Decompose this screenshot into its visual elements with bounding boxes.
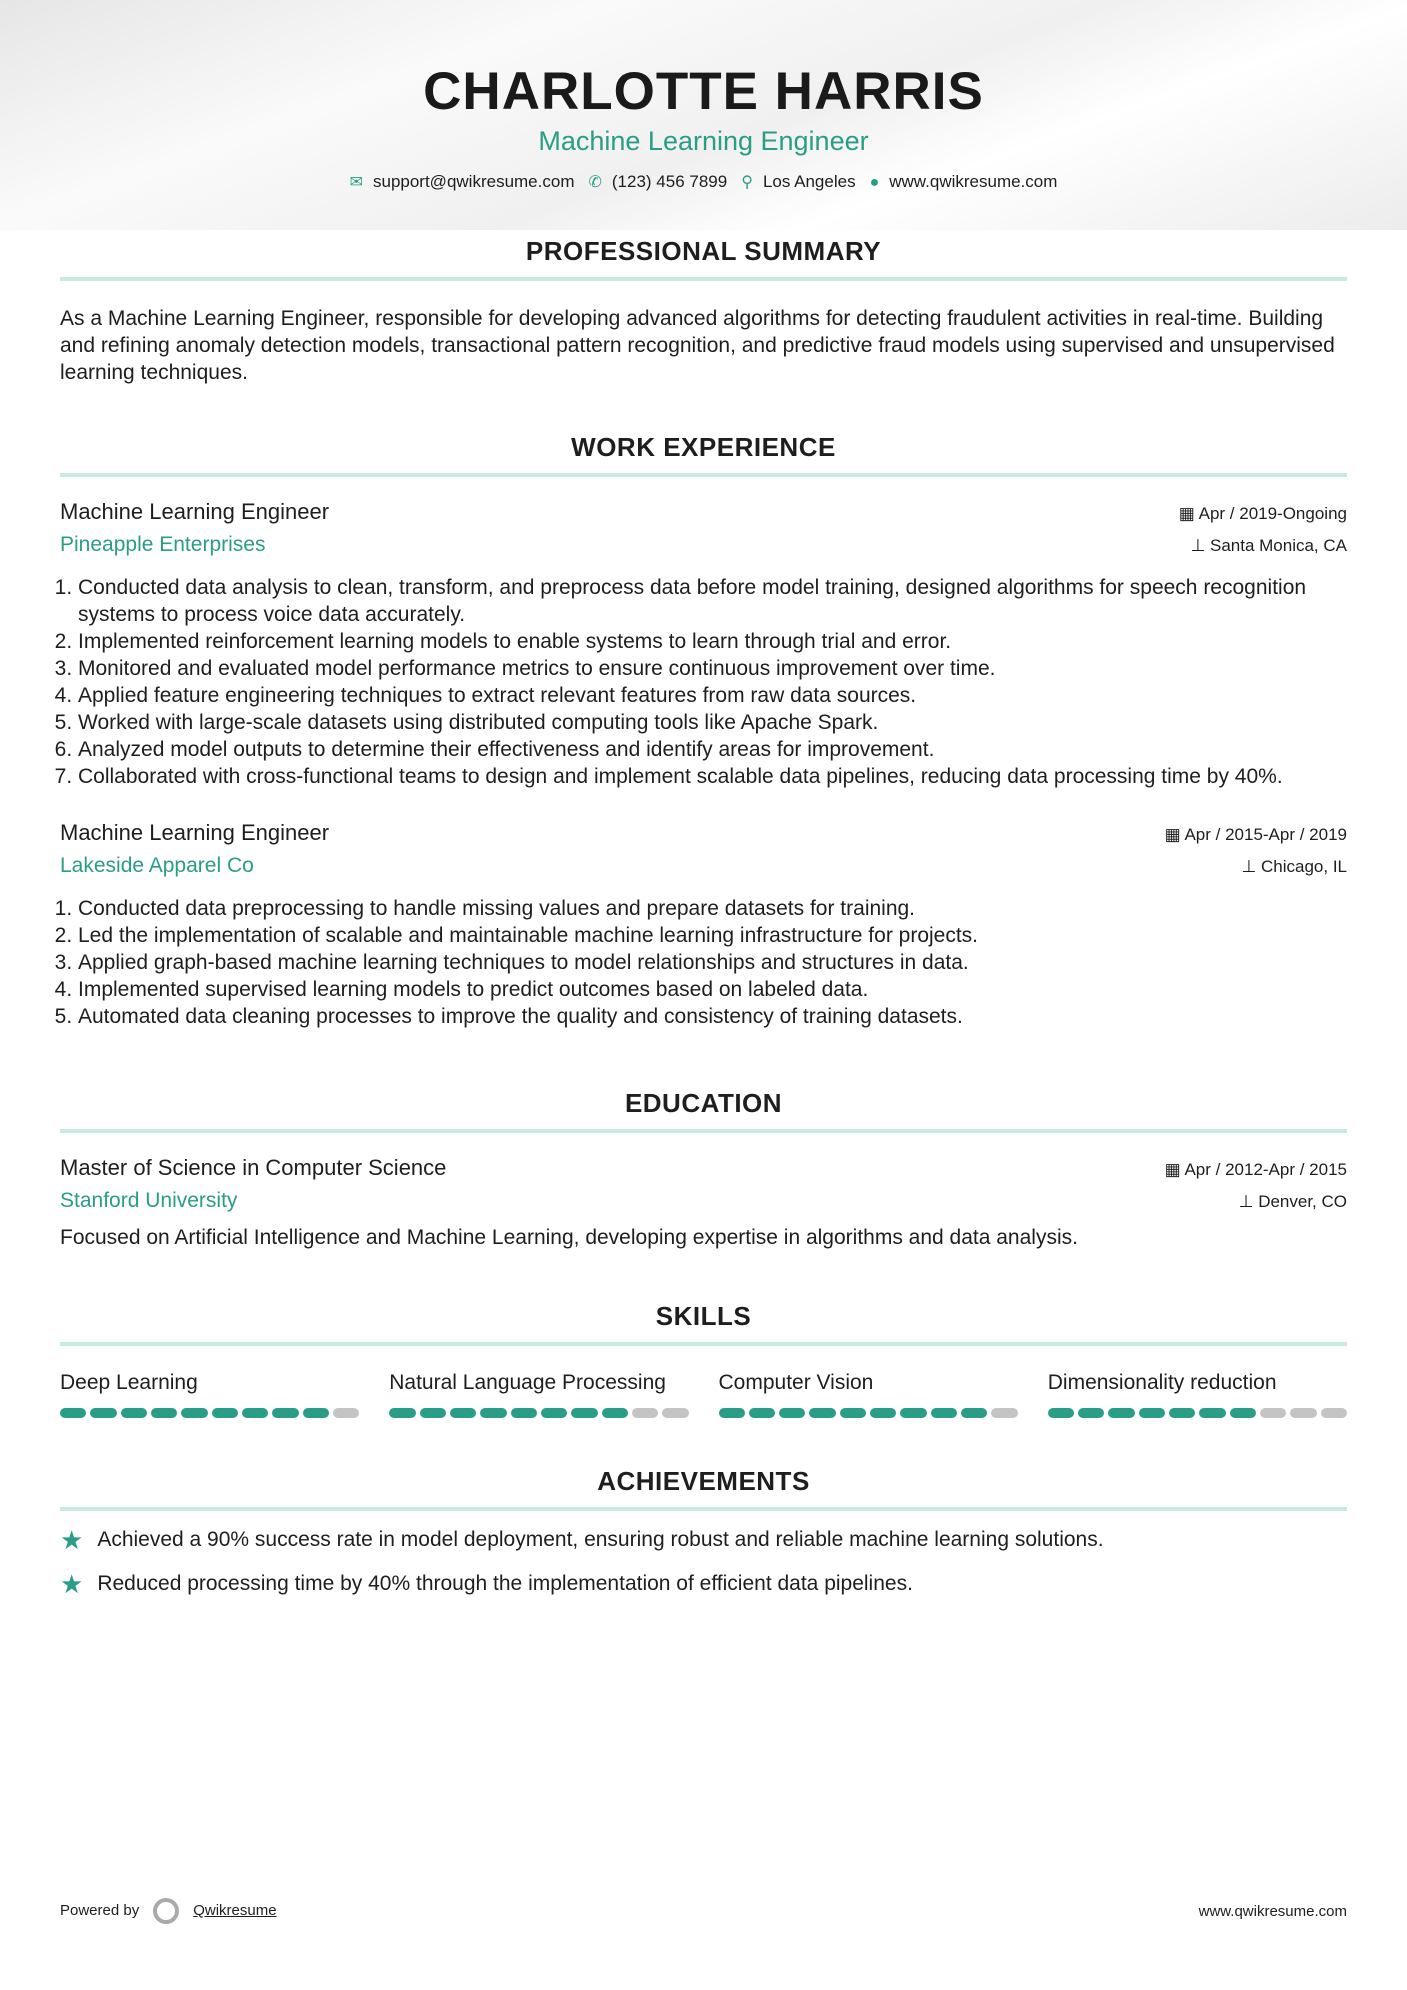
job-location: Chicago, IL xyxy=(1261,857,1347,876)
footer xyxy=(60,1898,1347,1924)
skill-level-bar xyxy=(60,1408,359,1418)
skill-level-segment xyxy=(1169,1408,1195,1418)
skill-level-segment xyxy=(1199,1408,1225,1418)
skill-name: Computer Vision xyxy=(718,1371,874,1394)
job-bullet: 4. Applied feature engineering techniques to extract relevant features from raw data sources. xyxy=(78,682,1347,709)
job-bullet: 3. Applied graph-based machine learning techniques to model relationships and structures in data. xyxy=(78,949,1347,976)
candidate-title: Machine Learning Engineer xyxy=(538,126,869,156)
pin-icon: ⊥ xyxy=(1238,1192,1259,1211)
skills-list xyxy=(60,1370,1347,1418)
skill-name: Natural Language Processing xyxy=(389,1371,666,1394)
job-bullet: 2. Led the implementation of scalable and maintainable machine learning infrastructure for projects. xyxy=(78,922,1347,949)
work-heading: WORK EXPERIENCE xyxy=(60,432,1347,477)
job-bullet: 5. Automated data cleaning processes to improve the quality and consistency of training datasets. xyxy=(78,1003,1347,1030)
contact-bar xyxy=(60,172,1347,192)
skill-level-segment xyxy=(662,1408,688,1418)
qwikresume-logo-icon xyxy=(153,1898,179,1924)
skill-level-segment xyxy=(571,1408,597,1418)
skill-level-segment xyxy=(511,1408,537,1418)
job-date: Apr / 2015-Apr / 2019 xyxy=(1184,825,1347,844)
contact-website[interactable]: www.qwikresume.com xyxy=(889,172,1058,191)
skill-level-bar xyxy=(389,1408,688,1418)
job-entry xyxy=(60,497,1347,790)
skill-level-segment xyxy=(931,1408,957,1418)
company: Lakeside Apparel Co xyxy=(60,854,254,877)
skill-level-segment xyxy=(1260,1408,1286,1418)
achievements-list xyxy=(60,1525,1347,1599)
job-title: Machine Learning Engineer xyxy=(60,499,330,524)
education-heading: EDUCATION xyxy=(60,1088,1347,1133)
skill-level-segment xyxy=(809,1408,835,1418)
contact-email[interactable]: support@qwikresume.com xyxy=(372,172,575,191)
education-entry xyxy=(60,1153,1347,1251)
job-bullet: 1. Conducted data analysis to clean, transform, and preprocess data before model training, designed algorithms for speech recognition systems to process voice data accurately. xyxy=(78,574,1347,628)
skill-item xyxy=(719,1370,1018,1418)
achievement-text: Reduced processing time by 40% through the implementation of efficient data pipelines. xyxy=(97,1572,913,1595)
skill-level-segment xyxy=(242,1408,268,1418)
skills-heading: SKILLS xyxy=(60,1301,1347,1346)
skill-level-segment xyxy=(90,1408,116,1418)
achievements-heading: ACHIEVEMENTS xyxy=(60,1466,1347,1511)
job-bullets xyxy=(60,574,1347,790)
skill-level-segment xyxy=(1048,1408,1074,1418)
skill-level-segment xyxy=(900,1408,926,1418)
contact-location: Los Angeles xyxy=(762,172,856,191)
skill-level-segment xyxy=(1139,1408,1165,1418)
star-icon: ★ xyxy=(60,1569,84,1599)
job-bullet: 7. Collaborated with cross-functional teams to design and implement scalable data pipelines, reducing data processing time by 40%. xyxy=(78,763,1347,790)
achievement-item xyxy=(60,1569,1347,1599)
skill-level-bar xyxy=(1048,1408,1347,1418)
education-location: Denver, CO xyxy=(1258,1192,1347,1211)
skill-level-segment xyxy=(719,1408,745,1418)
job-title: Machine Learning Engineer xyxy=(60,820,330,845)
star-icon: ★ xyxy=(60,1525,84,1555)
skill-name: Deep Learning xyxy=(60,1371,198,1394)
job-entry xyxy=(60,818,1347,1030)
skill-level-segment xyxy=(181,1408,207,1418)
calendar-icon: ▦ xyxy=(1164,1160,1185,1179)
skill-level-segment xyxy=(212,1408,238,1418)
skill-level-bar xyxy=(719,1408,1018,1418)
job-bullets xyxy=(60,895,1347,1030)
location-pin-icon: ⚲ xyxy=(741,174,753,191)
education-date: Apr / 2012-Apr / 2015 xyxy=(1184,1160,1347,1179)
summary-text: As a Machine Learning Engineer, responsible for developing advanced algorithms for detecting fraudulent activities in real-time. Building and refining anomaly detection models, transactional pattern recognition, and predictive fraud models using supervised and unsupervised learning techniques. xyxy=(60,307,1335,384)
email-icon: ✉ xyxy=(349,174,363,191)
job-location: Santa Monica, CA xyxy=(1209,536,1347,555)
globe-icon: ● xyxy=(869,174,880,191)
job-bullet: 2. Implemented reinforcement learning models to enable systems to learn through trial and error. xyxy=(78,628,1347,655)
job-date: Apr / 2019-Ongoing xyxy=(1198,504,1347,523)
skill-name: Dimensionality reduction xyxy=(1047,1371,1277,1394)
skill-level-segment xyxy=(1230,1408,1256,1418)
skill-level-segment xyxy=(632,1408,658,1418)
job-bullet: 6. Analyzed model outputs to determine their effectiveness and identify areas for improvement. xyxy=(78,736,1347,763)
degree: Master of Science in Computer Science xyxy=(60,1155,447,1180)
skill-level-segment xyxy=(840,1408,866,1418)
skill-level-segment xyxy=(1078,1408,1104,1418)
skill-item xyxy=(60,1370,359,1418)
powered-by-label: Powered by xyxy=(60,1901,140,1919)
calendar-icon: ▦ xyxy=(1178,504,1199,523)
achievement-item xyxy=(60,1525,1347,1555)
skill-item xyxy=(1048,1370,1347,1418)
footer-website[interactable]: www.qwikresume.com xyxy=(1198,1902,1347,1920)
calendar-icon: ▦ xyxy=(1164,825,1185,844)
skill-level-segment xyxy=(450,1408,476,1418)
phone-icon: ✆ xyxy=(588,174,602,191)
skill-level-segment xyxy=(272,1408,298,1418)
skill-level-segment xyxy=(1108,1408,1134,1418)
company: Pineapple Enterprises xyxy=(60,533,266,556)
skill-level-segment xyxy=(420,1408,446,1418)
skill-level-segment xyxy=(60,1408,86,1418)
skill-level-segment xyxy=(151,1408,177,1418)
skill-level-segment xyxy=(991,1408,1017,1418)
job-list xyxy=(60,497,1347,1030)
job-bullet: 4. Implemented supervised learning models to predict outcomes based on labeled data. xyxy=(78,976,1347,1003)
job-bullet: 1. Conducted data preprocessing to handle missing values and prepare datasets for training. xyxy=(78,895,1347,922)
skill-level-segment xyxy=(1290,1408,1316,1418)
skill-level-segment xyxy=(870,1408,896,1418)
contact-phone: (123) 456 7899 xyxy=(611,172,728,191)
skill-level-segment xyxy=(121,1408,147,1418)
achievement-text: Achieved a 90% success rate in model deployment, ensuring robust and reliable machine learning solutions. xyxy=(97,1528,1104,1551)
skill-level-segment xyxy=(480,1408,506,1418)
school: Stanford University xyxy=(60,1189,238,1212)
skill-level-segment xyxy=(389,1408,415,1418)
skill-level-segment xyxy=(333,1408,359,1418)
skill-level-segment xyxy=(961,1408,987,1418)
pin-icon: ⊥ xyxy=(1241,857,1261,876)
skill-level-segment xyxy=(602,1408,628,1418)
qwikresume-link[interactable]: Qwikresume xyxy=(193,1901,277,1919)
skill-level-segment xyxy=(779,1408,805,1418)
job-bullet: 3. Monitored and evaluated model performance metrics to ensure continuous improvement over time. xyxy=(78,655,1347,682)
skill-level-segment xyxy=(1321,1408,1347,1418)
skill-level-segment xyxy=(303,1408,329,1418)
summary-heading: PROFESSIONAL SUMMARY xyxy=(60,236,1347,281)
education-description: Focused on Artificial Intelligence and Machine Learning, developing expertise in algorithms and data analysis. xyxy=(60,1226,1078,1249)
skill-item xyxy=(389,1370,688,1418)
skill-level-segment xyxy=(749,1408,775,1418)
pin-icon: ⊥ xyxy=(1190,536,1210,555)
job-bullet: 5. Worked with large-scale datasets using distributed computing tools like Apache Spark. xyxy=(78,709,1347,736)
skill-level-segment xyxy=(541,1408,567,1418)
candidate-name: CHARLOTTE HARRIS xyxy=(423,62,984,121)
